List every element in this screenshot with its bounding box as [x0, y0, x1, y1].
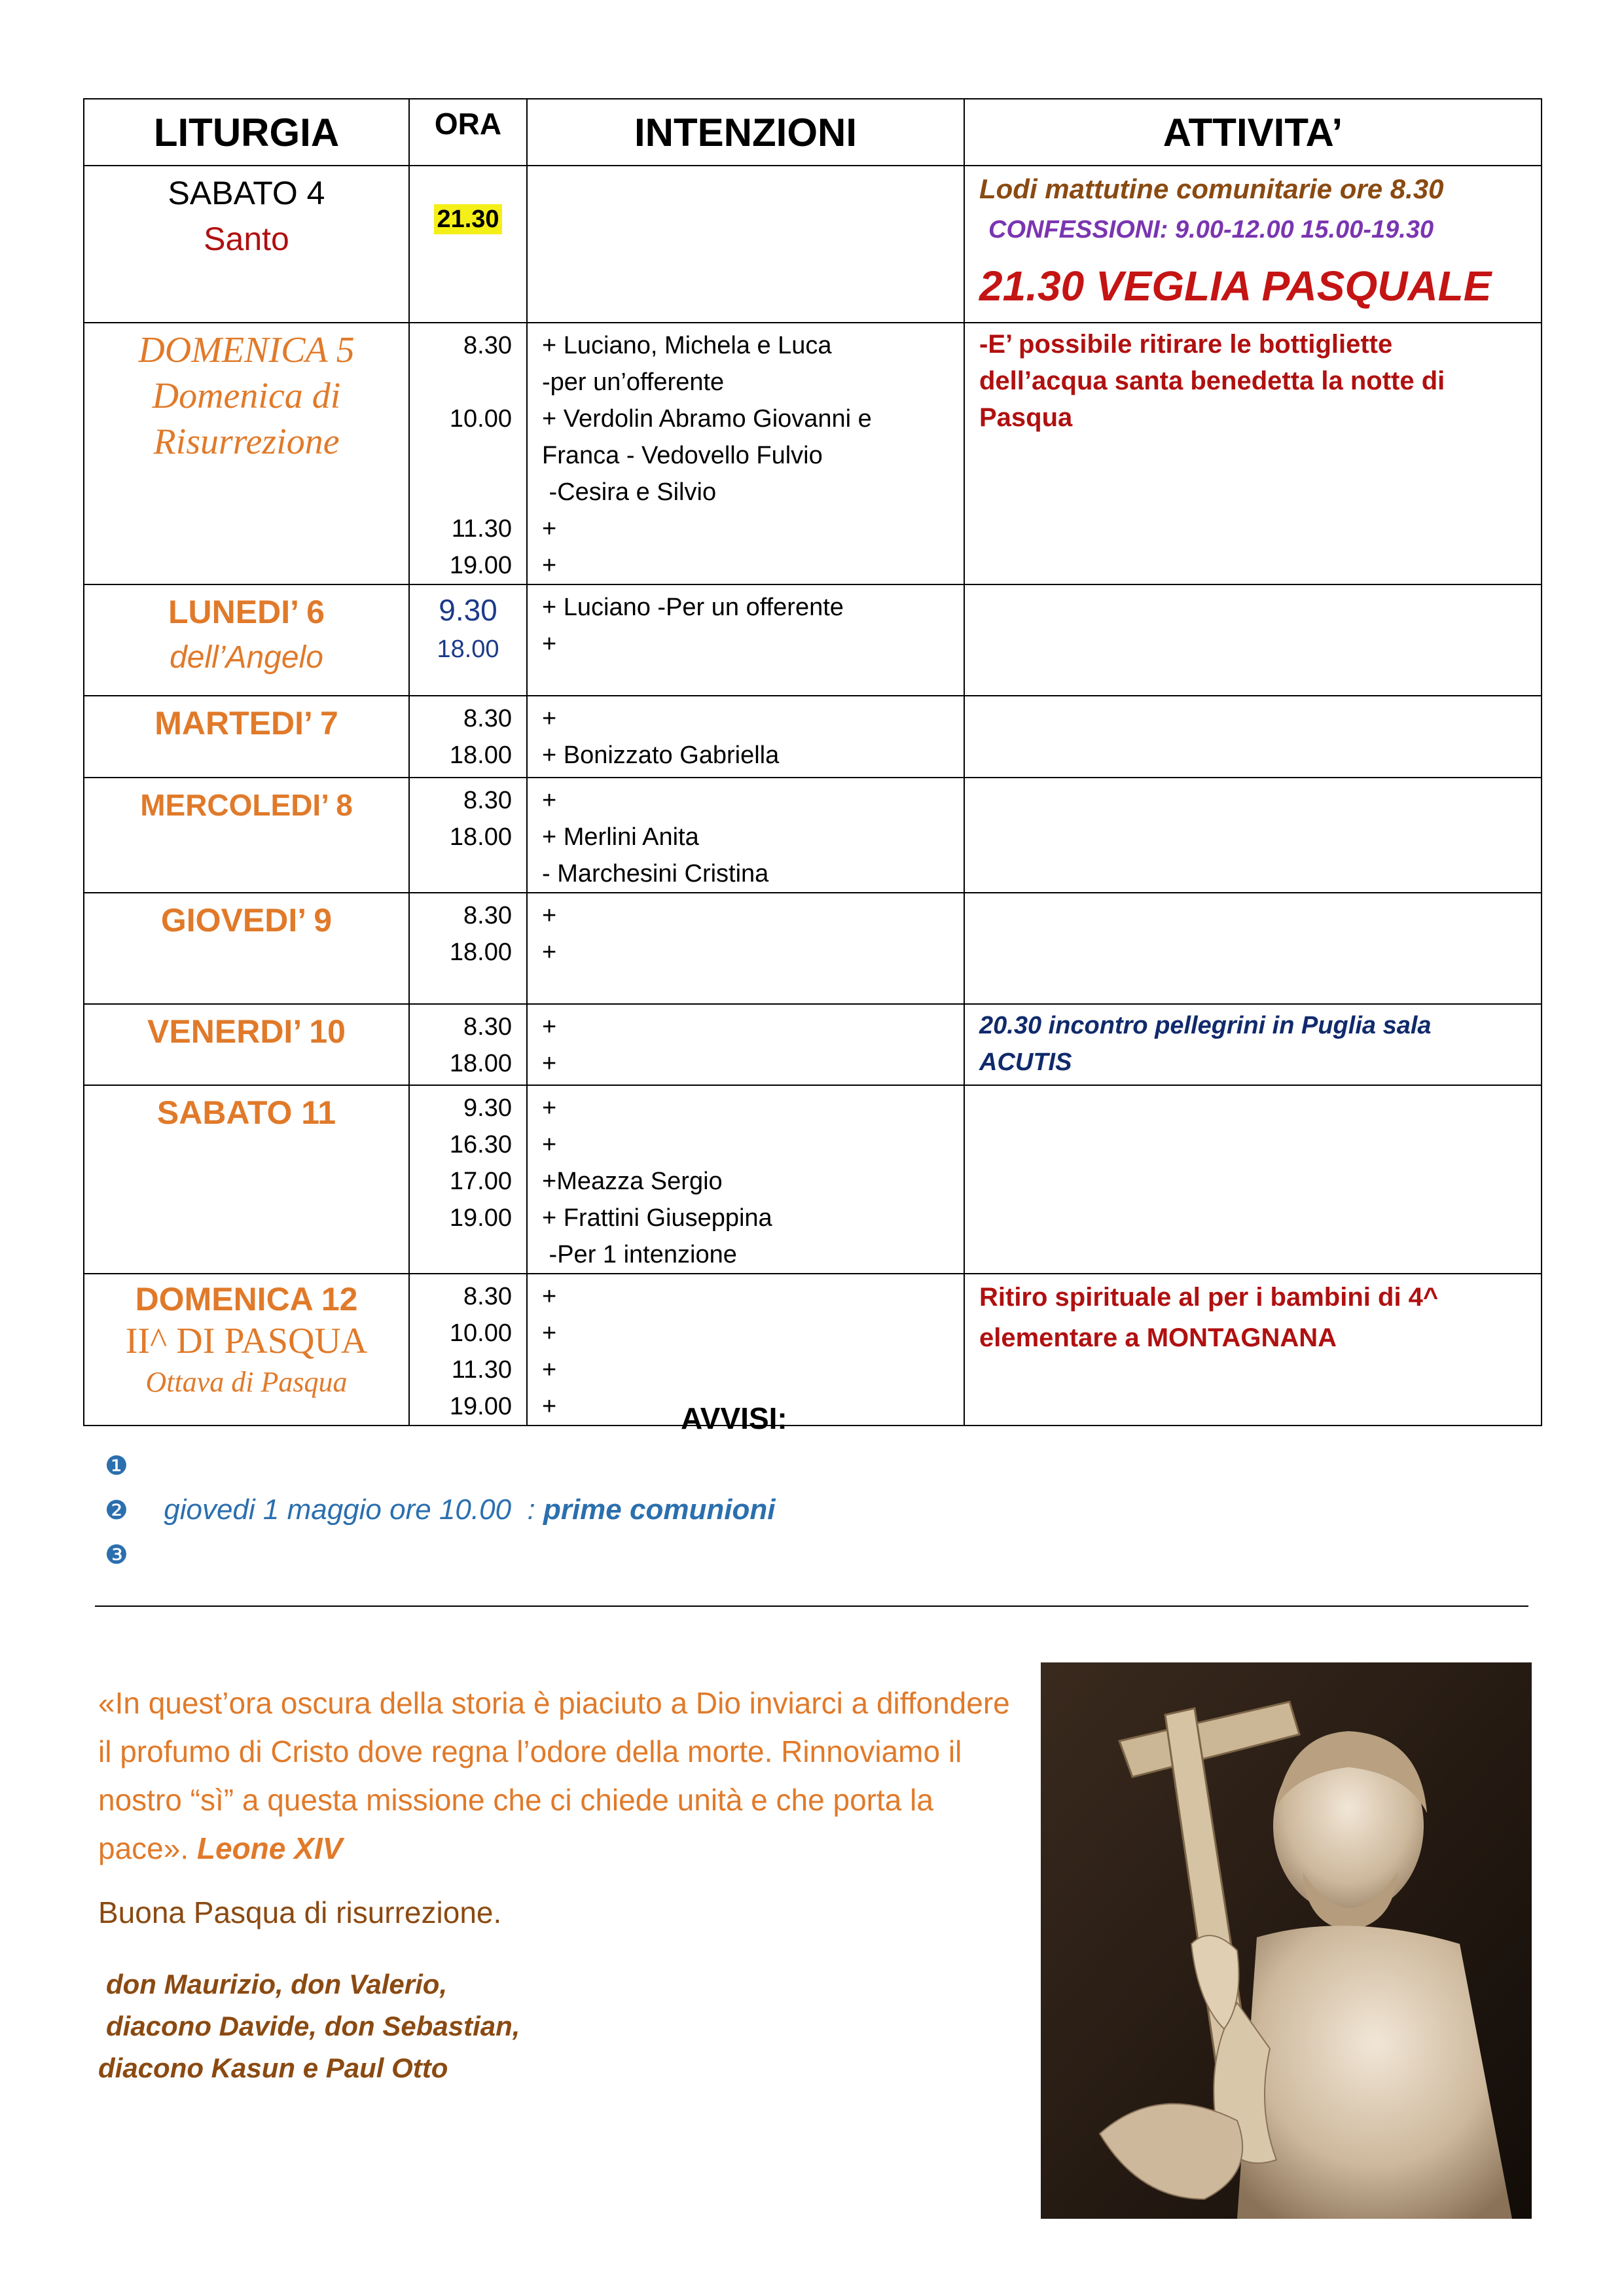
time-value: 8.30 [463, 1013, 512, 1041]
liturgy-cell [84, 584, 409, 696]
table-row [84, 893, 1542, 1004]
intention-line: + Bonizzato Gabriella [542, 742, 780, 769]
activity-lodi: Lodi mattutine comunitarie ore 8.30 [979, 173, 1444, 204]
intentions-cell [527, 1085, 964, 1274]
day-sub: dell’Angelo [170, 640, 323, 675]
easter-wish: Buona Pasqua di risurrezione. [98, 1895, 502, 1929]
header-intenzioni: INTENZIONI [527, 99, 964, 166]
activity-confessioni: CONFESSIONI: 9.00-12.00 15.00-19.30 [988, 216, 1434, 243]
header-attivita: ATTIVITA’ [964, 99, 1542, 166]
intention-line: + [542, 630, 557, 658]
time-cell [409, 166, 527, 323]
table-row [84, 1085, 1542, 1274]
avviso-bold: prime comunioni [543, 1494, 776, 1526]
list-item [105, 1443, 775, 1488]
time-value: 19.00 [449, 1204, 512, 1232]
signature-line: diacono Kasun e Paul Otto [98, 2053, 448, 2083]
activities-cell [964, 323, 1542, 584]
time-value: 19.00 [449, 552, 512, 579]
activities-cell [964, 696, 1542, 778]
activity-line: Pasqua [979, 403, 1073, 432]
activity-veglia: 21.30 VEGLIA PASQUALE [979, 262, 1492, 310]
intention-line: + [542, 902, 557, 929]
intention-line: + [542, 1356, 557, 1384]
intention-line: Franca - Vedovello Fulvio [542, 442, 823, 469]
bullet-number: ❶ [105, 1452, 128, 1480]
statue-illustration [1041, 1662, 1532, 2219]
risen-christ-statue-image [1041, 1662, 1532, 2219]
time-value: 8.30 [463, 787, 512, 814]
liturgy-cell [84, 893, 409, 1004]
divider [95, 1605, 1528, 1607]
day-label: VENERDI’ 10 [147, 1013, 346, 1050]
day-sub: Santo [204, 221, 289, 257]
header-liturgia: LITURGIA [84, 99, 409, 166]
time-value: 10.00 [449, 1319, 512, 1347]
time-highlight: 21.30 [434, 204, 501, 234]
activities-cell [964, 1004, 1542, 1085]
activity-line: elementare a MONTAGNANA [979, 1323, 1337, 1352]
intention-line: -Cesira e Silvio [542, 478, 717, 506]
table-row [84, 1274, 1542, 1426]
intentions-cell [527, 584, 964, 696]
table-row [84, 323, 1542, 584]
activity-line: 20.30 incontro pellegrini in Puglia sala [979, 1012, 1432, 1039]
intention-line: + [542, 552, 557, 579]
day-label: GIOVEDI’ 9 [160, 902, 333, 939]
intention-line: + [542, 1050, 557, 1077]
intentions-cell [527, 1004, 964, 1085]
liturgy-cell [84, 778, 409, 893]
day-label: SABATO 11 [156, 1094, 336, 1131]
liturgy-cell [84, 1004, 409, 1085]
activities-cell [964, 584, 1542, 696]
intention-line: + Luciano, Michela e Luca [542, 332, 832, 359]
time-value: 10.00 [449, 405, 512, 433]
intention-line: + Verdolin Abramo Giovanni e [542, 405, 872, 433]
intention-line: + [542, 705, 557, 732]
quote-author: Leone XIV [196, 1831, 343, 1865]
intentions-cell [527, 323, 964, 584]
time-value [410, 474, 512, 511]
time-cell [409, 893, 527, 1004]
time-value [410, 364, 512, 401]
bullet-number: ❷ [105, 1496, 128, 1525]
intention-line: - Marchesini Cristina [542, 860, 769, 888]
activity-line: Ritiro spirituale al per i bambini di 4^ [979, 1283, 1439, 1312]
activities-cell [964, 166, 1542, 323]
activities-cell [964, 1274, 1542, 1426]
intention-line: + [542, 1283, 557, 1310]
intention-line: + [542, 787, 557, 814]
time-value: 18.00 [449, 939, 512, 966]
time-cell [409, 323, 527, 584]
time-value: 11.30 [451, 515, 512, 543]
intentions-cell [527, 778, 964, 893]
intentions-cell [527, 166, 964, 323]
liturgy-cell [84, 323, 409, 584]
table-row [84, 166, 1542, 323]
day-label: DOMENICA 12 [135, 1281, 358, 1318]
table-row [84, 778, 1542, 893]
activity-line: dell’acqua santa benedetta la notte di [979, 367, 1445, 395]
schedule-table [83, 98, 1542, 1426]
time-value: 11.30 [451, 1356, 512, 1384]
intention-line: + [542, 515, 557, 543]
day-label: LUNEDI’ 6 [168, 594, 325, 630]
time-cell [409, 584, 527, 696]
time-cell [409, 778, 527, 893]
time-value: 17.00 [449, 1168, 512, 1195]
liturgy-cell [84, 696, 409, 778]
intention-line: + Luciano -Per un offerente [542, 594, 844, 621]
time-value: 18.00 [449, 742, 512, 769]
time-value: 18.00 [449, 823, 512, 851]
signature-line: diacono Davide, don Sebastian, [106, 2011, 520, 2041]
intention-line: + Merlini Anita [542, 823, 699, 851]
intentions-cell [527, 696, 964, 778]
header-ora: ORA [409, 99, 527, 166]
activities-cell [964, 1085, 1542, 1274]
intention-line: + [542, 1094, 557, 1122]
day-label: MERCOLEDI’ 8 [140, 788, 353, 822]
time-value: 8.30 [463, 1283, 512, 1310]
quote-text: «In quest’ora oscura della storia è piaciuto a Dio inviarci a diffondere il profumo di Cristo dove regna l’odore della morte. Rinnoviamo il nostro “sì” a questa missione che ci chiede unità e che porta la pace». [98, 1686, 1010, 1865]
list-item [105, 1488, 775, 1532]
time-cell [409, 696, 527, 778]
intention-line: + Frattini Giuseppina [542, 1204, 772, 1232]
signature-line: don Maurizio, don Valerio, [106, 1969, 448, 2000]
activities-cell [964, 893, 1542, 1004]
time-cell [409, 1085, 527, 1274]
day-label: MARTEDI’ 7 [154, 705, 338, 742]
quote-block [98, 1679, 1015, 1873]
time-value: 8.30 [463, 705, 512, 732]
day-label: SABATO 4 [168, 175, 325, 211]
liturgy-cell [84, 1274, 409, 1426]
activity-line: -E’ possibile ritirare le bottigliette [979, 330, 1393, 359]
intention-line: + [542, 1131, 557, 1158]
time-value: 9.30 [463, 1094, 512, 1122]
intentions-cell [527, 893, 964, 1004]
table-row [84, 1004, 1542, 1085]
intention-line: + [542, 1319, 557, 1347]
intention-line: +Meazza Sergio [542, 1168, 723, 1195]
intention-line: -per un’offerente [542, 368, 725, 396]
intention-line: + [542, 1393, 557, 1420]
list-item [105, 1532, 775, 1577]
table-row [84, 696, 1542, 778]
table-row [84, 584, 1542, 696]
day-label: DOMENICA 5 [138, 330, 355, 370]
avvisi-title: AVVISI: [681, 1401, 787, 1435]
time-value: 18.00 [449, 1050, 512, 1077]
day-sub: Domenica di [152, 376, 341, 416]
avviso-text: giovedi 1 maggio ore 10.00 : [164, 1494, 543, 1526]
signatures [98, 1964, 520, 2089]
time-value: 16.30 [449, 1131, 512, 1158]
time-value: 18.00 [437, 636, 499, 663]
activities-cell [964, 778, 1542, 893]
day-sub: II^ DI PASQUA [125, 1321, 368, 1361]
time-value [410, 437, 512, 474]
time-value: 19.00 [449, 1393, 512, 1420]
bullet-number: ❸ [105, 1541, 128, 1570]
time-value: 9.30 [439, 593, 497, 627]
liturgy-cell [84, 1085, 409, 1274]
table-header [84, 99, 1542, 166]
time-cell [409, 1274, 527, 1426]
day-sub2: Risurrezione [153, 422, 340, 462]
intention-line: -Per 1 intenzione [542, 1241, 737, 1268]
day-sub2: Ottava di Pasqua [145, 1366, 348, 1398]
avvisi-list [105, 1443, 775, 1577]
liturgy-cell [84, 166, 409, 323]
time-value: 8.30 [463, 902, 512, 929]
activity-line: ACUTIS [979, 1049, 1072, 1076]
time-cell [409, 1004, 527, 1085]
intention-line: + [542, 1013, 557, 1041]
time-value: 8.30 [463, 332, 512, 359]
intention-line: + [542, 939, 557, 966]
